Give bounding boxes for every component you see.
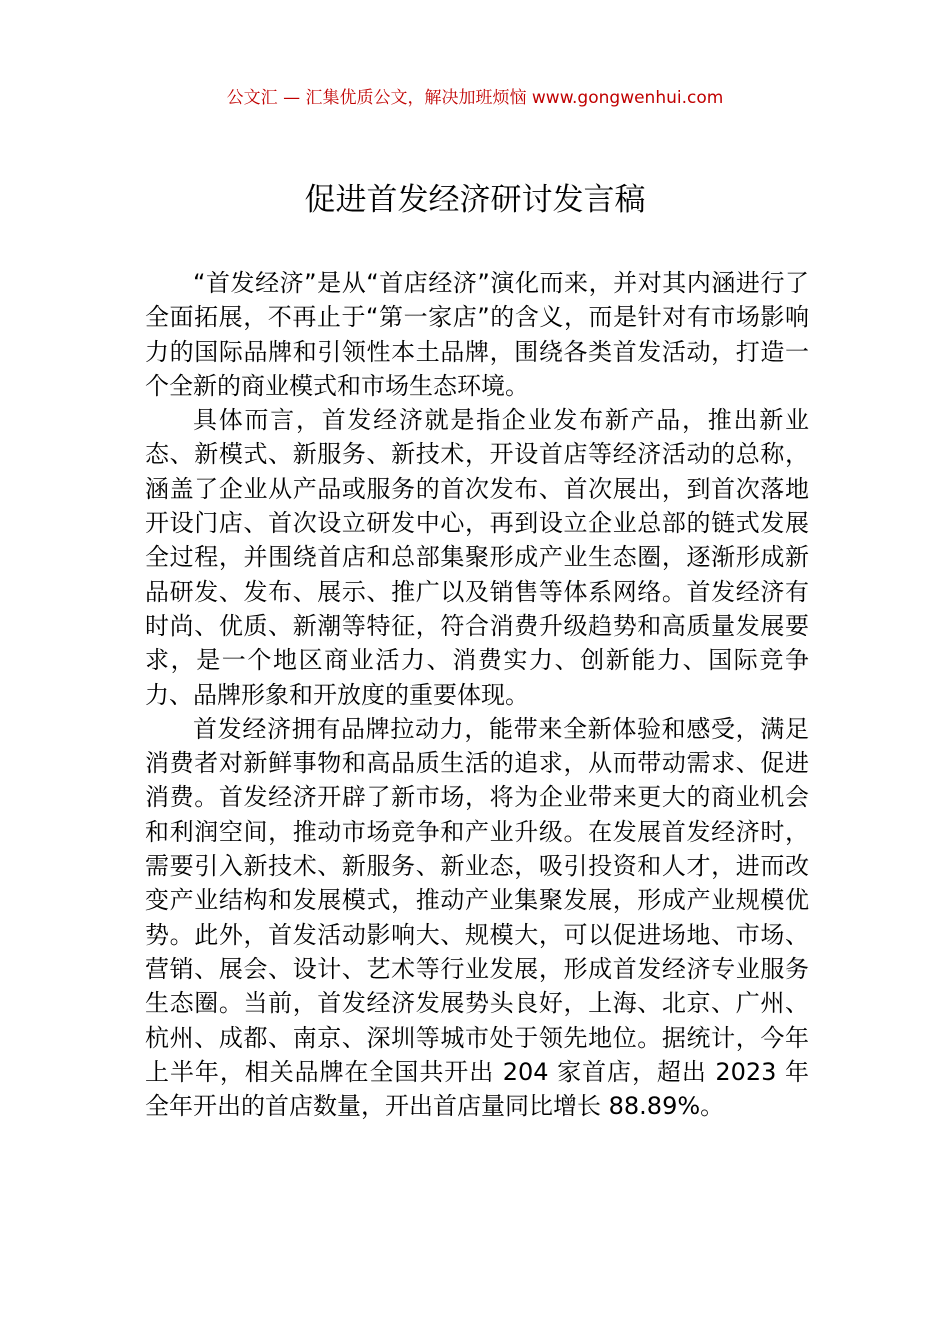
- document-title: 促进首发经济研讨发言稿: [304, 182, 646, 218]
- header-banner: 公文汇 — 汇集优质公文，解决加班烦恼 www.gongwenhui.com: [226, 88, 724, 108]
- paragraph-2: 具体而言，首发经济就是指企业发布新产品，推出新业态、新模式、新服务、新技术，开设首店等经济活动的总称，涵盖了企业从产品或服务的首次发布、首次展出，到首次落地开设门店、首次设立研发中心，再到设立企业总部的链式发展全过程，并围绕首店和总部集聚形成产业生态圈，逐渐形成新品研发、发布、展示、推广以及销售等体系网络。首发经济有时尚、优质、新潮等特征，符合消费升级趋势和高质量发展要求，是一个地区商业活力、消费实力、创新能力、国际竞争力、品牌形象和开放度的重要体现。: [145, 406, 809, 709]
- document-body: [145, 266, 809, 1123]
- paragraph-3: 首发经济拥有品牌拉动力，能带来全新体验和感受，满足消费者对新鲜事物和高品质生活的追求，从而带动需求、促进消费。首发经济开辟了新市场，将为企业带来更大的商业机会和利润空间，推动市场竞争和产业升级。在发展首发经济时，需要引入新技术、新服务、新业态，吸引投资和人才，进而改变产业结构和发展模式，推动产业集聚发展，形成产业规模优势。此外，首发活动影响大、规模大，可以促进场地、市场、营销、展会、设计、艺术等行业发展，形成首发经济专业服务生态圈。当前，首发经济发展势头良好，上海、北京、广州、杭州、成都、南京、深圳等城市处于领先地位。据统计，今年上半年，相关品牌在全国共开出 204 家首店，超出 2023 年全年开出的首店数量，开出首店量同比增长 88.89%。: [145, 714, 809, 1121]
- paragraph-1: “首发经济”是从“首店经济”演化而来，并对其内涵进行了全面拓展，不再止于“第一家店”的含义，而是针对有市场影响力的国际品牌和引领性本土品牌，围绕各类首发活动，打造一个全新的商业模式和市场生态环境。: [145, 269, 809, 400]
